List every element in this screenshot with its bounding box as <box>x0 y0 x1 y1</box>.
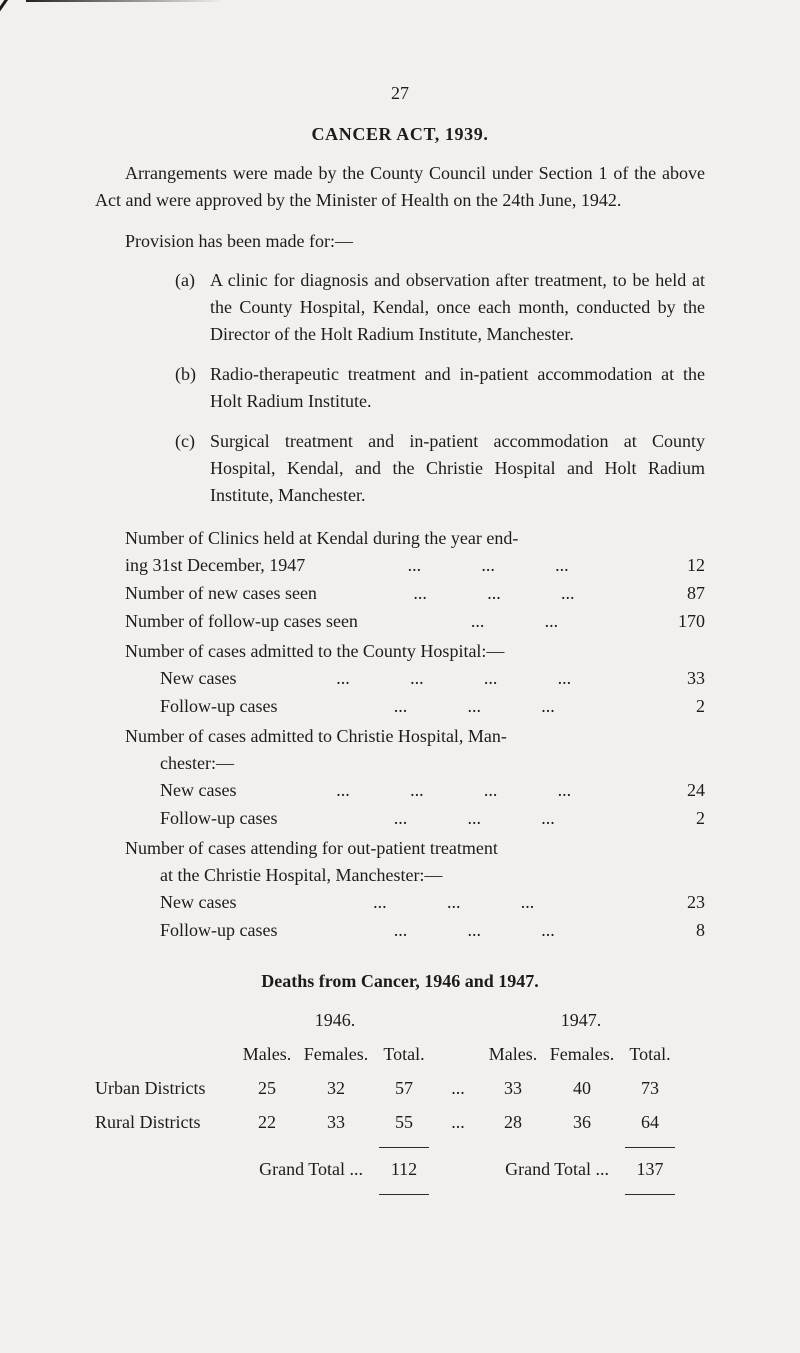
stat-row-new-cases-seen <box>125 580 705 607</box>
year-header-1946: 1946. <box>314 1010 356 1030</box>
deaths-table-title: Deaths from Cancer, 1946 and 1947. <box>261 971 539 991</box>
stat-label: Follow-up cases <box>160 808 278 828</box>
stat-value: 23 <box>687 892 705 912</box>
stat-group-header: Number of cases admitted to the County Hospital:— <box>125 641 505 661</box>
cell-urban-males-1946: 25 <box>258 1078 276 1098</box>
stat-row-christie-followup <box>160 805 705 832</box>
stat-label: Number of follow-up cases seen <box>125 611 358 631</box>
grand-total-rule-1946 <box>379 1194 429 1196</box>
column-header-males-1946: Males. <box>242 1044 292 1064</box>
section-title: CANCER ACT, 1939. <box>311 124 489 144</box>
provision-text-b: Radio-therapeutic treatment and in-patient accommodation at the Holt Radium Institute. <box>210 364 705 411</box>
grand-total-label-1946: Grand Total ... <box>259 1159 363 1179</box>
year-header-1947: 1947. <box>560 1010 602 1030</box>
dot-leader: ... ... ... <box>413 583 575 603</box>
cell-rural-males-1946: 22 <box>258 1112 276 1132</box>
provision-text-c: Surgical treatment and in-patient accommodation at County Hospital, Kendal, and the Christie Hospital and Holt Radium Institute, Manchester. <box>210 431 705 505</box>
provision-item-a <box>95 267 705 348</box>
stat-value: 24 <box>687 780 705 800</box>
row-label-rural: Rural Districts <box>95 1112 201 1132</box>
provision-lead-paragraph: Provision has been made for:— <box>125 231 353 251</box>
dot-leader: ... ... <box>470 611 559 631</box>
total-rule-1947 <box>625 1147 675 1149</box>
dot-leader: ... ... ... <box>393 696 555 716</box>
grand-total-value-1947: 137 <box>636 1159 664 1179</box>
dot-leader: ... ... ... <box>373 892 535 912</box>
row-separator-dots: ... <box>451 1112 465 1132</box>
stat-label: New cases <box>160 892 237 912</box>
column-header-total-1946: Total. <box>383 1044 425 1064</box>
column-header-males-1947: Males. <box>488 1044 538 1064</box>
stat-clinics-line1: Number of Clinics held at Kendal during the year end- <box>125 528 519 548</box>
row-separator-dots: ... <box>451 1078 465 1098</box>
stat-group-header-line2: at the Christie Hospital, Manchester:— <box>160 865 443 885</box>
cell-rural-males-1947: 28 <box>504 1112 522 1132</box>
column-header-total-1947: Total. <box>629 1044 671 1064</box>
provision-label-c: (c) <box>175 431 195 451</box>
row-label-urban: Urban Districts <box>95 1078 206 1098</box>
stat-value: 8 <box>696 920 705 940</box>
cell-rural-total-1946: 55 <box>395 1112 413 1132</box>
stat-row-followup-seen <box>125 608 705 635</box>
stat-value: 87 <box>687 583 705 603</box>
provision-label-b: (b) <box>175 364 196 384</box>
stat-group-header-line1: Number of cases admitted to Christie Hospital, Man- <box>125 726 507 746</box>
cell-rural-females-1947: 36 <box>573 1112 591 1132</box>
cell-rural-females-1946: 33 <box>327 1112 345 1132</box>
dot-leader: ... ... ... ... <box>336 668 572 688</box>
dot-leader: ... ... ... <box>393 808 555 828</box>
cell-urban-females-1946: 32 <box>327 1078 345 1098</box>
stat-group-county-hospital <box>95 638 705 720</box>
stat-row-outpatient-new <box>160 889 705 916</box>
grand-total-rule-1947 <box>625 1194 675 1196</box>
stat-row-clinics <box>125 552 705 579</box>
cell-urban-total-1947: 73 <box>641 1078 659 1098</box>
intro-paragraph: Arrangements were made by the County Council under Section 1 of the above Act and were approved by the Minister of Health on the 24th June, 1942. <box>95 163 705 210</box>
grand-total-value-1946: 112 <box>390 1159 418 1179</box>
cell-rural-total-1947: 64 <box>641 1112 659 1132</box>
provision-item-c <box>95 428 705 509</box>
grand-total-label-1947: Grand Total ... <box>505 1159 609 1179</box>
column-header-females-1946: Females. <box>303 1044 369 1064</box>
stat-group-christie-outpatient <box>95 835 705 944</box>
stat-group-header-line1: Number of cases attending for out-patient treatment <box>125 838 498 858</box>
dot-leader: ... ... ... <box>393 920 555 940</box>
provision-item-b <box>95 361 705 415</box>
stat-label: Follow-up cases <box>160 920 278 940</box>
stat-label: New cases <box>160 780 237 800</box>
stat-row-county-followup <box>160 693 705 720</box>
dot-leader: ... ... ... <box>407 555 569 575</box>
stat-group-christie-admitted <box>95 723 705 832</box>
stat-value: 170 <box>678 611 705 631</box>
stat-label: Follow-up cases <box>160 696 278 716</box>
deaths-table <box>95 1007 705 1196</box>
cell-urban-total-1946: 57 <box>395 1078 413 1098</box>
stat-label: Number of new cases seen <box>125 583 317 603</box>
stat-group-header-line2: chester:— <box>160 753 234 773</box>
stat-value: 33 <box>687 668 705 688</box>
stat-row-county-new <box>160 665 705 692</box>
stat-value: 12 <box>687 555 705 575</box>
stat-value: 2 <box>696 808 705 828</box>
stat-value: 2 <box>696 696 705 716</box>
scan-artifact-top-edge <box>26 0 246 2</box>
stat-row-christie-new <box>160 777 705 804</box>
page-number: 27 <box>391 83 409 103</box>
provision-label-a: (a) <box>175 270 195 290</box>
stat-label: ing 31st December, 1947 <box>125 555 306 575</box>
stat-row-outpatient-followup <box>160 917 705 944</box>
column-header-females-1947: Females. <box>549 1044 615 1064</box>
cell-urban-females-1947: 40 <box>573 1078 591 1098</box>
stat-label: New cases <box>160 668 237 688</box>
statistics-list <box>95 525 705 944</box>
total-rule-1946 <box>379 1147 429 1149</box>
cell-urban-males-1947: 33 <box>504 1078 522 1098</box>
provision-text-a: A clinic for diagnosis and observation after treatment, to be held at the County Hospital, Kendal, once each month, conducted by the Director of the Holt Radium Institute, Manchester. <box>210 270 705 344</box>
dot-leader: ... ... ... ... <box>336 780 572 800</box>
